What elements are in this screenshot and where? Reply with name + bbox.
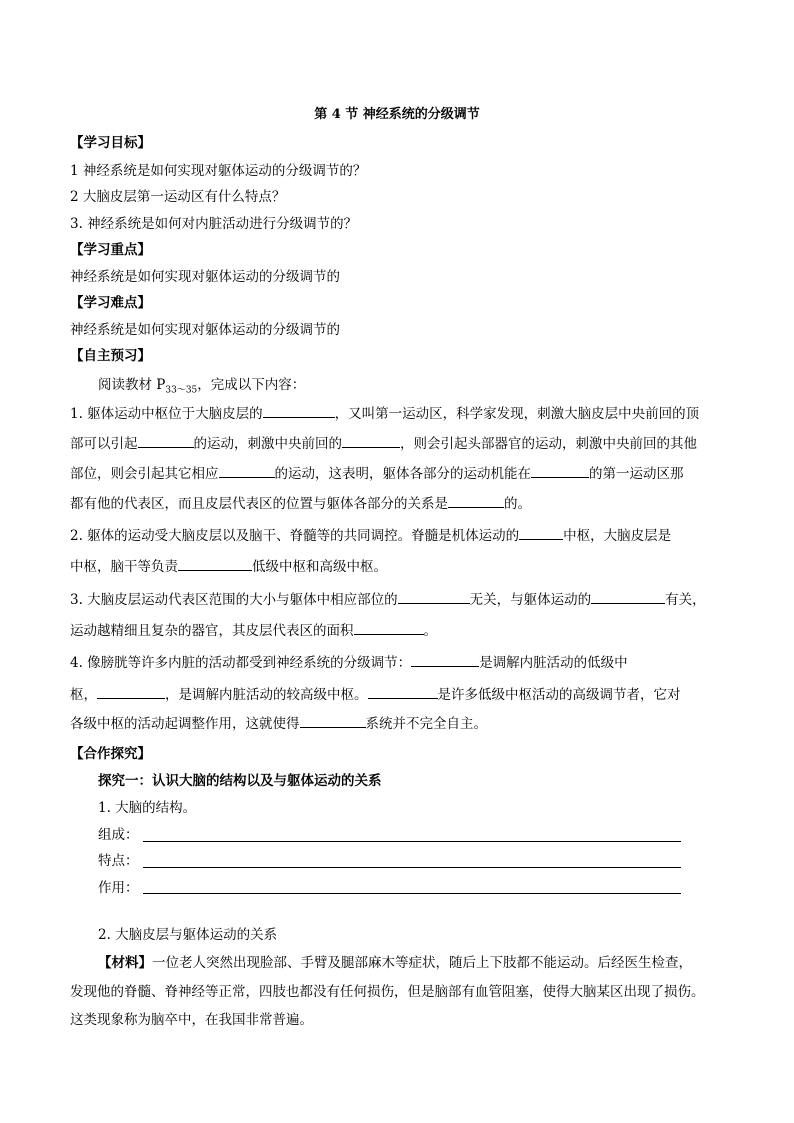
question-2-line: 2. 躯体的运动受大脑皮层以及脑干、脊髓等的共同调控。脊髓是机体运动的 中枢，大脑皮层是	[70, 528, 672, 544]
question-1-line: 部位，则会引起其它相应 的运动，这表明，躯体各部分的运动机能在 的第一运动区那	[70, 466, 684, 482]
answer-blank[interactable]	[342, 434, 400, 448]
question-4-line: 4. 像膀胱等许多内脏的活动都受到神经系统的分级调节： 是调解内脏活动的低级中	[70, 655, 628, 671]
question-1-line: 都有他的代表区，而且皮层代表区的位置与躯体各部分的关系是 的。	[70, 496, 531, 512]
question-4-line: 枢， ，是调解内脏活动的较高级中枢。 是许多低级中枢活动的高级调节者，它对	[70, 687, 681, 703]
key-point-text: 神经系统是如何实现对躯体运动的分级调节的	[70, 269, 340, 285]
answer-blank[interactable]	[519, 526, 563, 540]
question-4-line: 各级中枢的活动起调整作用，这就使得 系统并不完全自主。	[70, 716, 487, 732]
answer-blank[interactable]	[591, 590, 665, 604]
cortex-movement-label: 2. 大脑皮层与躯体运动的关系	[98, 927, 278, 943]
material-line: 【材料】一位老人突然出现脸部、手臂及腿部麻木等症状，随后上下肢都不能运动。后经医生检查，	[98, 955, 692, 971]
section-title: 第 4 节 神经系统的分级调节	[314, 107, 480, 122]
answer-blank[interactable]	[219, 464, 275, 478]
brain-structure-label: 1. 大脑的结构。	[98, 800, 197, 816]
objective-item: 3. 神经系统是如何对内脏活动进行分级调节的？	[70, 216, 358, 232]
material-line: 发现他的脊髓、脊神经等正常，四肢也都没有任何损伤，但是脑部有血管阻塞，使得大脑某区出现了损伤。	[70, 984, 705, 1000]
features-answer-line[interactable]	[143, 866, 681, 868]
answer-blank[interactable]	[178, 557, 252, 571]
question-1-line: 1. 躯体运动中枢位于大脑皮层的 ，又叫第一运动区，科学家发现，刺激大脑皮层中央前回的顶	[70, 406, 700, 422]
question-3-line: 运动越精细且复杂的器官，其皮层代表区的面积 。	[70, 623, 437, 639]
answer-blank[interactable]	[411, 653, 479, 667]
question-2-line: 中枢，脑干等负责 低级中枢和高级中枢。	[70, 559, 387, 575]
answer-blank[interactable]	[138, 434, 194, 448]
function-label: 作用：	[98, 880, 139, 896]
answer-blank[interactable]	[300, 714, 366, 728]
material-label: 【材料】	[98, 955, 152, 971]
difficulty-heading: 【学习难点】	[70, 295, 151, 311]
answer-blank[interactable]	[448, 494, 504, 508]
answer-blank[interactable]	[354, 621, 424, 635]
answer-blank[interactable]	[263, 404, 335, 418]
question-3-line: 3. 大脑皮层运动代表区范围的大小与躯体中相应部位的 无关，与躯体运动的 有关，	[70, 592, 706, 608]
objective-item: 1 神经系统是如何实现对躯体运动的分级调节的？	[70, 163, 367, 179]
features-label: 特点：	[98, 853, 139, 869]
preview-intro: 阅读教材 $P_{33\sim 35}$，完成以下内容：	[98, 377, 306, 396]
composition-answer-line[interactable]	[143, 840, 681, 842]
composition-label: 组成：	[98, 827, 139, 843]
difficulty-text: 神经系统是如何实现对躯体运动的分级调节的	[70, 322, 340, 338]
key-point-heading: 【学习重点】	[70, 242, 151, 258]
answer-blank[interactable]	[531, 464, 589, 478]
preview-heading: 【自主预习】	[70, 348, 151, 364]
answer-blank[interactable]	[97, 685, 165, 699]
objectives-heading: 【学习目标】	[70, 135, 151, 151]
explore-1-title: 探究一：认识大脑的结构以及与躯体运动的关系	[98, 773, 382, 789]
objective-item: 2 大脑皮层第一运动区有什么特点？	[70, 189, 286, 205]
function-answer-line[interactable]	[143, 892, 681, 894]
question-1-line: 部可以引起 的运动，刺激中央前回的 ，则会引起头部器官的运动，刺激中央前回的其他	[70, 436, 697, 452]
material-line: 这类现象称为脑卒中，在我国非常普遍。	[70, 1012, 313, 1028]
answer-blank[interactable]	[398, 590, 470, 604]
cooperation-heading: 【合作探究】	[70, 746, 151, 762]
answer-blank[interactable]	[368, 685, 438, 699]
